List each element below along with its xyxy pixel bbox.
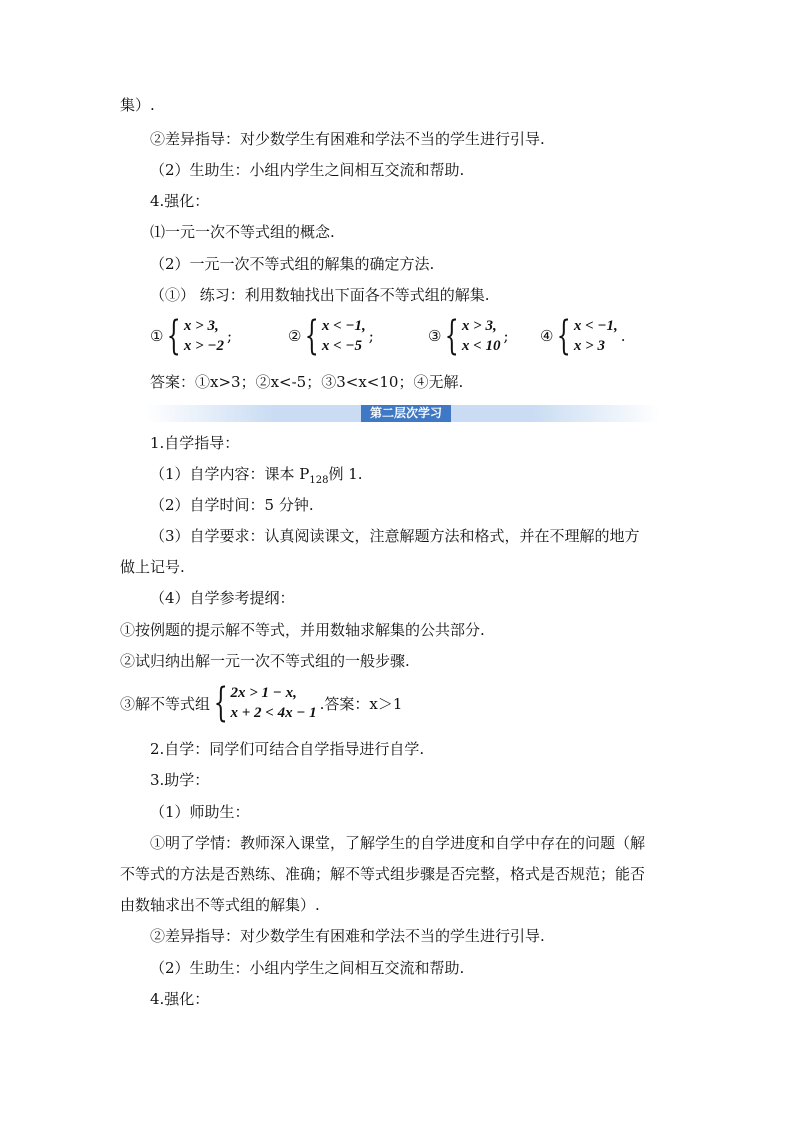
text-line: 由数轴求出不等式组的解集）. (120, 896, 320, 914)
inequality-system-4 (540, 314, 626, 358)
punctuation: ; (368, 327, 374, 345)
text-line: ①按例题的提示解不等式，并用数轴求解集的公共部分. (120, 621, 485, 639)
system-number: ④ (540, 327, 554, 345)
example-answer: .答案：x＞1 (319, 694, 403, 713)
section-banner-label: 第二层次学习 (361, 405, 451, 422)
inequality-system-1 (150, 314, 232, 358)
text-line: （4）自学参考提纲： (150, 589, 295, 607)
brace-icon: { (167, 313, 182, 359)
inequality-system-2 (288, 314, 374, 358)
inequality-row: x < 10 (461, 338, 501, 354)
text-segment: （1）自学内容：课本 P (150, 465, 310, 483)
text-line: （①） 练习：利用数轴找出下面各不等式组的解集. (150, 286, 490, 304)
page-subscript: 128 (309, 475, 329, 486)
punctuation: ; (227, 327, 233, 345)
inequality-system-3 (428, 314, 509, 358)
inequality-row: x > 3, (461, 318, 497, 334)
text-line: （2）生助生：小组内学生之间相互交流和帮助. (150, 161, 465, 179)
inequality-row: x > −2 (183, 338, 225, 354)
punctuation: ; (503, 327, 509, 345)
inequality-row: x > 3, (183, 318, 219, 334)
brace-icon: { (305, 313, 320, 359)
text-line: 不等式的方法是否熟练、准确；解不等式组步骤是否完整，格式是否规范；能否 (120, 865, 646, 883)
text-line: （3）自学要求：认真阅读课文，注意解题方法和格式，并在不理解的地方 (150, 527, 640, 545)
section-heading: 3.助学： (150, 771, 210, 789)
text-line: （2）一元一次不等式组的解集的确定方法. (150, 255, 435, 273)
inequality-row: 2x > 1 − x, (230, 685, 297, 701)
brace-icon: { (557, 313, 572, 359)
inequality-row: x < −1, (573, 318, 618, 334)
text-line: ②差异指导：对少数学生有困难和学法不当的学生进行引导. (150, 927, 545, 945)
section-heading: 4.强化： (150, 192, 210, 210)
inequality-row: x < −1, (321, 318, 366, 334)
system-number: ① (150, 327, 164, 345)
inequality-row: x + 2 < 4x − 1 (230, 705, 317, 721)
example-label: ③解不等式组 (120, 694, 211, 713)
text-line: 2.自学：同学们可结合自学指导进行自学. (150, 740, 425, 758)
section-heading: 4.强化： (150, 990, 210, 1008)
brace-icon: { (213, 680, 228, 726)
text-line: （1）师助生： (150, 803, 250, 821)
text-line: 集）. (120, 96, 155, 114)
text-line (150, 464, 363, 491)
text-line: （2）生助生：小组内学生之间相互交流和帮助. (150, 959, 465, 977)
punctuation: . (620, 327, 626, 345)
text-line: 做上记号. (120, 558, 185, 576)
text-line: ⑴一元一次不等式组的概念. (150, 223, 335, 241)
system-number: ② (288, 327, 302, 345)
text-line: ②试归纳出解一元一次不等式组的一般步骤. (120, 652, 410, 670)
inequality-row: x < −5 (321, 338, 363, 354)
example-inequality-system (120, 681, 402, 725)
system-number: ③ (428, 327, 442, 345)
text-line: （2）自学时间：5 分钟. (150, 496, 314, 514)
brace-icon: { (445, 313, 460, 359)
text-line: ①明了学情：教师深入课堂，了解学生的自学进度和自学中存在的问题（解 (150, 834, 646, 852)
text-segment: 例 1. (328, 465, 363, 483)
answer-line: 答案：①x>3；②x<-5；③3<x<10；④无解. (150, 373, 464, 391)
section-heading: 1.自学指导： (150, 434, 240, 452)
text-line: ②差异指导：对少数学生有困难和学法不当的学生进行引导. (150, 130, 545, 148)
inequality-row: x > 3 (573, 338, 605, 354)
